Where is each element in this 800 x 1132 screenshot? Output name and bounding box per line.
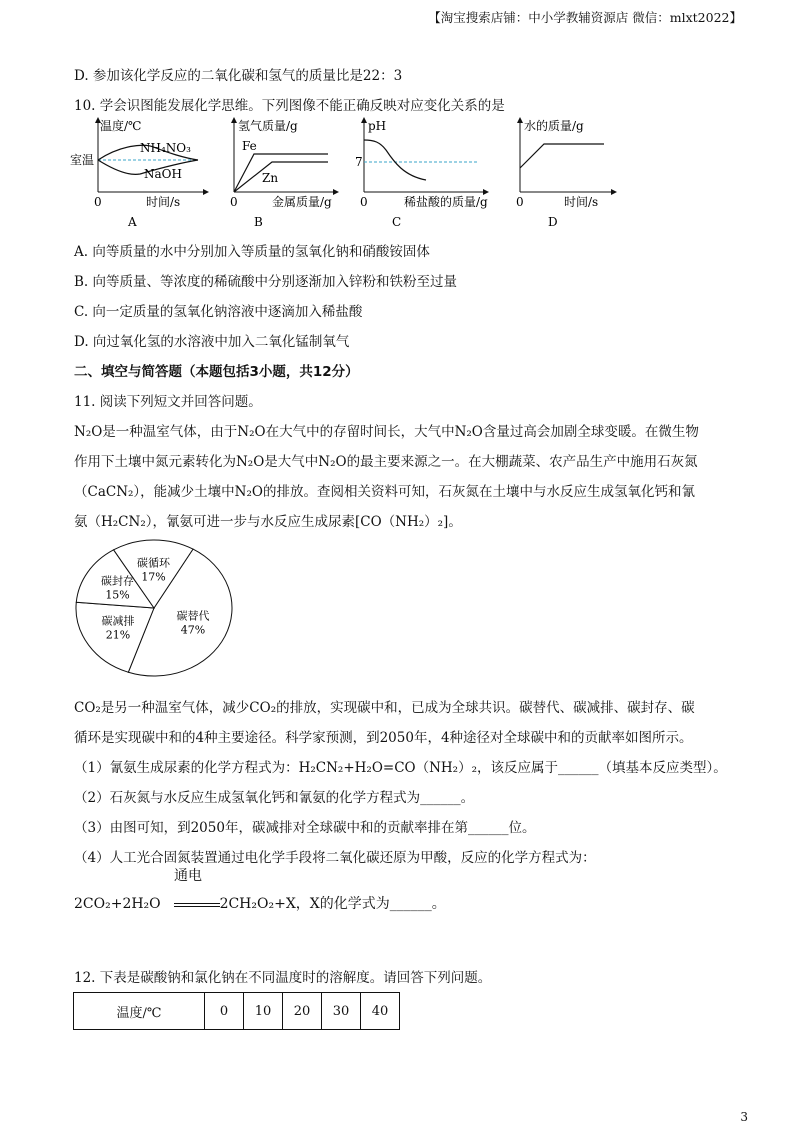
q11-sub1: （1）氰氨生成尿素的化学方程式为：H₂CN₂+H₂O=CO（NH₂）₂，该反应属于______（填基本反应类型）。	[74, 760, 727, 776]
equation-left: 2CO₂+2H₂O	[74, 896, 161, 912]
q11-sub2: （2）石灰氮与水反应生成氢氧化钙和氰氨的化学方程式为______。	[74, 790, 475, 806]
q10-option-c: C. 向一定质量的氢氧化钠溶液中逐滴加入稀盐酸	[74, 304, 363, 320]
pie-label: 碳循环	[137, 556, 171, 570]
graph-c	[355, 119, 488, 229]
graph-b-curve1: Fe	[242, 139, 257, 153]
q11-equation	[74, 868, 446, 913]
pie-label: 17%	[141, 570, 166, 584]
q11-sub3: （3）由图可知，到2050年，碳减排对全球碳中和的贡献率排在第______位。	[74, 820, 536, 836]
equation-condition: 通电	[174, 868, 202, 884]
section-2-title: 二、填空与简答题（本题包括3小题，共12分）	[74, 364, 359, 380]
graph-a-label: A	[128, 215, 137, 229]
q9-option-d: D. 参加该化学反应的二氧化碳和氢气的质量比是22：3	[74, 68, 403, 84]
graph-b-curve2: Zn	[262, 171, 279, 185]
q10-graphs	[70, 116, 634, 232]
table-cell: 0	[205, 993, 244, 1030]
page-number: 3	[740, 1110, 748, 1124]
equation-tail: ，X的化学式为______。	[295, 896, 446, 912]
graph-c-label: C	[392, 215, 402, 229]
table-cell: 10	[244, 993, 283, 1030]
graph-c-xlabel: 稀盐酸的质量/g	[404, 195, 488, 209]
pie-label: 碳封存	[101, 574, 135, 588]
graph-a-ylabel: 温度/℃	[100, 119, 142, 133]
equation-bar-bottom	[174, 906, 220, 907]
pie-label: 碳替代	[176, 609, 210, 623]
page-header: 【淘宝搜索店铺：中小学教辅资源店 微信：mlxt2022】	[428, 10, 742, 25]
table-cell: 20	[283, 993, 322, 1030]
graph-c-ylabel: pH	[368, 119, 387, 133]
graph-a-room: 室温	[70, 153, 95, 167]
table-cell: 30	[322, 993, 361, 1030]
table-header-cell: 温度/℃	[74, 993, 205, 1030]
q11-para2-line2: 循环是实现碳中和的4种主要途径。科学家预测，到2050年，4种途径对全球碳中和的贡献率如图所示。	[74, 730, 693, 746]
q10-option-a: A. 向等质量的水中分别加入等质量的氢氧化钠和硝酸铵固体	[74, 244, 430, 260]
graph-a	[70, 118, 206, 229]
q11-para1-line3: （CaCN₂），能减少土壤中N₂O的排放。查阅相关资料可知，石灰氮在土壤中与水反应生成氢氧化钙和氰	[74, 484, 695, 500]
graph-a-origin: 0	[94, 195, 102, 209]
graph-d-xlabel: 时间/s	[564, 195, 599, 209]
graph-d-origin: 0	[516, 195, 524, 209]
graph-d	[516, 118, 614, 229]
graph-b-origin: 0	[230, 195, 238, 209]
graph-b-label: B	[254, 215, 263, 229]
graph-b-ylabel: 氢气质量/g	[238, 119, 298, 133]
graph-c-origin: 0	[360, 195, 368, 209]
solubility-table	[73, 992, 400, 1030]
pie-label: 21%	[105, 628, 131, 642]
q11-para2-line1: CO₂是另一种温室气体，减少CO₂的排放，实现碳中和，已成为全球共识。碳替代、碳减排、碳封存、碳	[74, 700, 695, 716]
pie-chart	[74, 538, 234, 678]
graph-d-label: D	[548, 215, 558, 229]
equation-right: 2CH₂O₂+X	[219, 896, 296, 912]
graph-a-curve2: NaOH	[144, 167, 182, 181]
q10-option-b: B. 向等质量、等浓度的稀硫酸中分别逐渐加入锌粉和铁粉至过量	[74, 274, 458, 290]
q11-sub4: （4）人工光合固氮装置通过电化学手段将二氧化碳还原为甲酸，反应的化学方程式为：	[74, 850, 596, 866]
graph-d-ylabel: 水的质量/g	[524, 119, 584, 133]
table-row	[74, 993, 400, 1030]
q11-para1-line2: 作用下土壤中氮元素转化为N₂O是大气中N₂O的最主要来源之一。在大棚蔬菜、农产品生产中施用石灰氮	[74, 454, 698, 470]
q10-option-d: D. 向过氧化氢的水溶液中加入二氧化锰制氧气	[74, 334, 350, 350]
graph-b	[230, 118, 336, 229]
table-cell: 40	[361, 993, 400, 1030]
graph-a-xlabel: 时间/s	[146, 195, 181, 209]
pie-label: 碳减排	[101, 614, 135, 628]
q10-stem: 10. 学会识图能发展化学思维。下列图像不能正确反映对应变化关系的是	[74, 98, 505, 114]
q11-para1-line1: N₂O是一种温室气体，由于N₂O在大气中的存留时间长，大气中N₂O含量过高会加剧全球变暖。在微生物	[74, 424, 699, 440]
graph-c-mark: 7	[355, 155, 363, 169]
q11-para1-line4: 氨（H₂CN₂），氰氨可进一步与水反应生成尿素[CO（NH₂）₂]。	[74, 514, 462, 530]
q11-stem: 11. 阅读下列短文并回答问题。	[74, 394, 262, 410]
graph-a-curve1: NH₄NO₃	[140, 141, 191, 155]
pie-label: 15%	[105, 588, 130, 602]
q12-stem: 12. 下表是碳酸钠和氯化钠在不同温度时的溶解度。请回答下列问题。	[74, 970, 492, 986]
graph-b-xlabel: 金属质量/g	[272, 195, 332, 209]
pie-label: 47%	[180, 623, 206, 637]
equation-bar-top	[174, 903, 220, 904]
